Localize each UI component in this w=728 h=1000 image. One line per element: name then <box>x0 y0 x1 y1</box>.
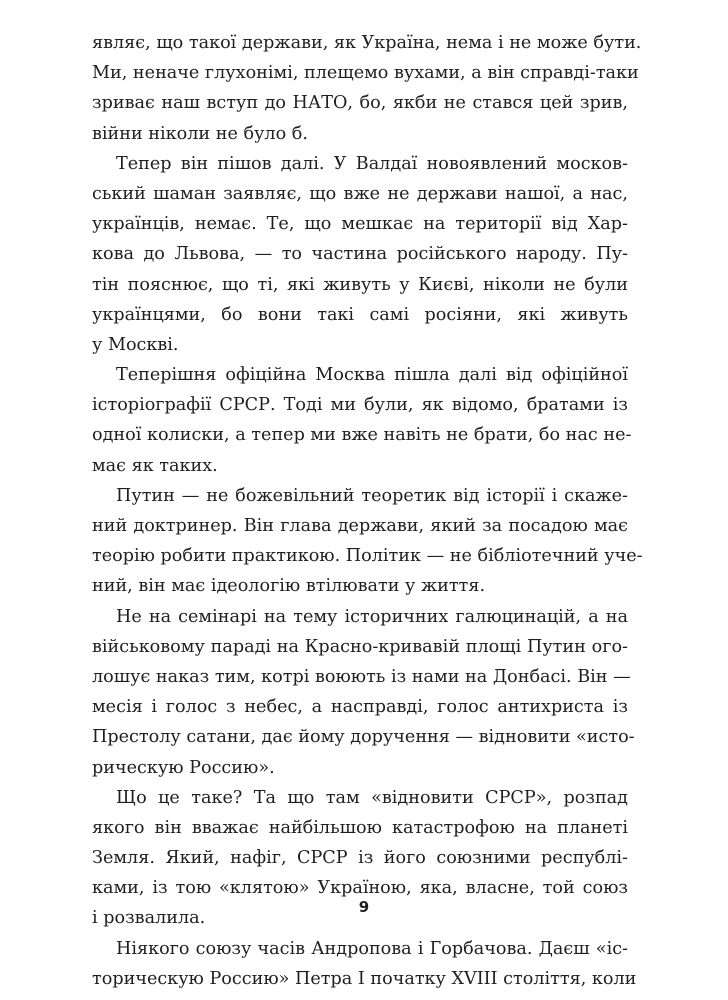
paragraph <box>92 360 632 481</box>
text-line: українцями, бо вони такі самі росіяни, які живуть <box>92 304 628 325</box>
body-text <box>92 28 643 994</box>
text-line: Що це таке? Та що там «відновити СРСР», розпад <box>116 787 628 808</box>
text-line: Престолу сатани, дає йому доручення — відновити «исто- <box>92 727 635 748</box>
text-line: тін пояснює, що ті, які живуть у Києві, ніколи не були <box>92 274 628 295</box>
paragraph <box>92 149 628 360</box>
paragraph <box>92 602 635 783</box>
text-line: українців, немає. Те, що мешкає на території від Хар- <box>92 214 628 235</box>
text-line: теорію робити практикою. Політик — не бібліотечний учe- <box>92 546 643 567</box>
text-line: Не на семінарі на тему історичних галюцинацій, а на <box>116 606 628 627</box>
text-line: Ніякого союзу часів Андропова і Горбачова. Даєш «іс- <box>116 938 628 959</box>
text-line: ками, із тою «клятою» Україною, яка, власне, той союз <box>92 878 628 899</box>
paragraph <box>92 28 642 149</box>
text-line: ський шаман заявляє, що вже не держави нашої, а нас, <box>92 183 628 204</box>
text-line: історіографії СРСР. Тоді ми були, як відомо, братами із <box>92 395 628 416</box>
paragraph <box>92 481 643 602</box>
text-line: війни ніколи не було б. <box>92 123 308 144</box>
text-line: зриває наш вступ до НАТО, бо, якби не стався цей зрив, <box>92 93 628 114</box>
text-line: Путин — не божевільний теоретик від історії і скаже- <box>116 485 628 506</box>
text-line: рическую Россию». <box>92 757 275 778</box>
text-line: і розвалила. <box>92 908 206 929</box>
text-line: месія і голос з небес, а насправді, голос антихриста із <box>92 697 628 718</box>
text-line: ний доктринер. Він глава держави, який за посадою має <box>92 516 628 536</box>
text-line: Ми, неначе глухонімі, плещемо вухами, а він справді-таки <box>92 63 639 84</box>
text-line: військовому параді на Красно-кривавій площі Путин ого- <box>92 636 628 657</box>
text-line: одної колиски, а тепер ми вже навіть не брати, бо нас не- <box>92 425 632 446</box>
text-line: у Москві. <box>92 334 179 355</box>
text-line: Теперішня офіційна Москва пішла далі від офіційної <box>116 365 628 386</box>
page-number: 9 <box>358 898 370 916</box>
text-line: являє, що такої держави, як Україна, нема і не може бути. <box>92 33 642 53</box>
text-line: якого він вважає найбільшою катастрофою на планеті <box>92 817 628 838</box>
text-line: має як таких. <box>92 455 218 476</box>
text-line: торическую Россию» Петра I початку XVIII століття, коли <box>92 968 637 989</box>
text-line: Тепер він пішов далі. У Валдаї новоявлений москов- <box>116 153 628 174</box>
text-line: ний, він має ідеологію втілювати у життя. <box>92 576 486 597</box>
text-line: кова до Львова, — то частина російського народу. Пу- <box>92 244 628 265</box>
text-line: Земля. Який, нафіг, СРСР із його союзними республі- <box>92 848 628 869</box>
text-line: лошує наказ тим, котрі воюють із нами на Донбасі. Він — <box>92 666 631 687</box>
paragraph <box>92 934 637 994</box>
